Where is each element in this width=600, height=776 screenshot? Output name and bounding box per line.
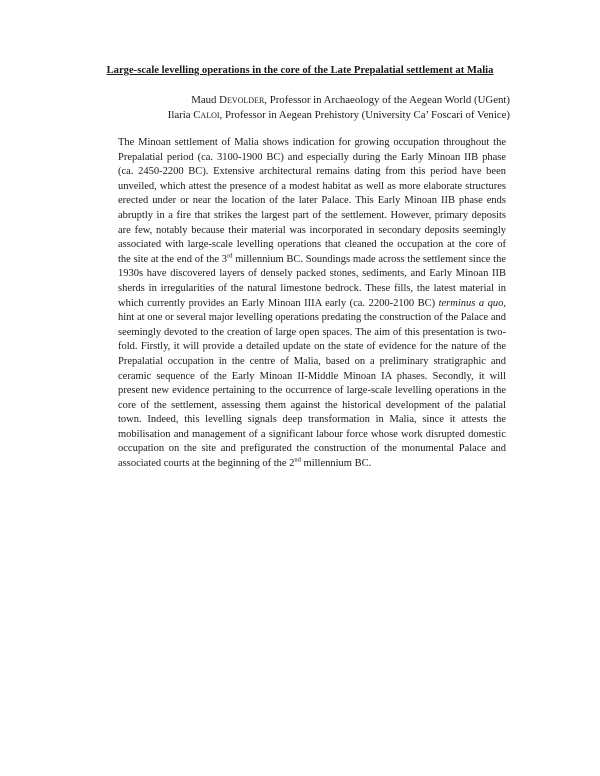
document-title: Large-scale levelling operations in the core of the Late Prepalatial settlement at Malia	[106, 65, 494, 76]
author-1-affiliation: , Professor in Archaeology of the Aegean World (UGent)	[264, 94, 510, 106]
abstract-superscript-1: rd	[227, 252, 233, 260]
abstract-text-4: millennium BC.	[300, 458, 372, 470]
author-1-last-name: Devolder	[219, 94, 265, 106]
abstract-text-3: , hint at one or several major levelling operations predating the construction of the Palace and seemingly devoted to the creation of large open spaces. The aim of this presentation is two-fold. Firstly, it will provide a detailed update on the state of evidence for the nature of the Prepalatial occupation in the centre of Malia, based on a preliminary stratigraphic and ceramic sequence of the Early Minoan II-Middle Minoan IA phases. Secondly, it will present new evidence pertaining to the occurrence of large-scale levelling operations in the core of the settlement, assessing them against the historical development of the palatial town. Indeed, this levelling signals deep transformation in Malia, since it attests the mobilisation and management of a significant labour force whose work disrupted domestic occupation on the site and prefigurated the construction of the monumental Palace and associated courts at the beginning of the 2	[118, 297, 507, 470]
abstract-superscript-2: nd	[294, 456, 301, 464]
author-1-first-name: Maud	[191, 94, 220, 106]
author-2-affiliation: , Professor in Aegean Prehistory (University Ca’ Foscari of Venice)	[219, 108, 510, 121]
author-line-2	[168, 108, 510, 123]
author-2-last-name: Caloi	[193, 108, 220, 121]
author-block	[168, 93, 510, 122]
abstract-paragraph	[118, 136, 506, 472]
abstract-text-1: The Minoan settlement of Malia shows indication for growing occupation throughout the Prepalatial period (ca. 3100-1900 BC) and especially during the Early Minoan IIB phase (ca. 2450-2200 BC). Extensive architectural remains dating from this period have been unveiled, which attest the presence of a modest habitat as well as more elaborate structures erected under or near the location of the later Palace. This Early Minoan IIB phase ends abruptly in a fire that strikes the largest part of the settlement. However, primary deposits are few, notably because their material was incorporated in secondary deposits seemingly associated with large-scale levelling operations that cleaned the occupation at the core of the site at the end of the 3	[118, 137, 506, 265]
author-2-first-name: Ilaria	[167, 108, 194, 121]
abstract-italic-term: terminus a quo	[438, 297, 504, 309]
abstract-text-2: millennium BC. Soundings made across the settlement since the 1930s have discovered layers of densely packed stones, sediments, and Early Minoan IIB sherds in irregularities of the natural limestone bedrock. These fills, the latest material in which currently provides an Early Minoan IIIA early (ca. 2200-2100 BC)	[118, 253, 506, 309]
author-line-1	[168, 93, 510, 108]
